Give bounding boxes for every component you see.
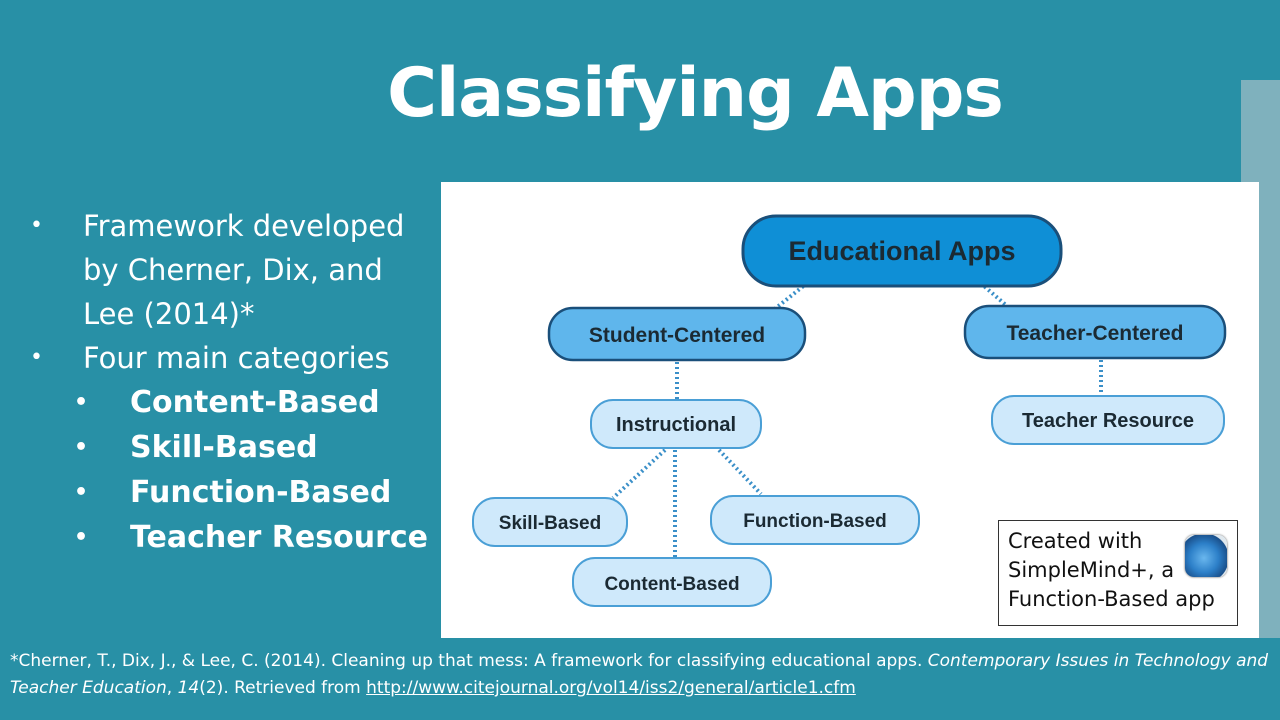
slide-title: Classifying Apps (387, 54, 1003, 133)
citation-volume: 14 (177, 678, 200, 698)
category-skill-based (30, 425, 440, 470)
citation-separator: , (166, 678, 178, 698)
node-label-instructional: Instructional (615, 414, 737, 436)
credit-line-1: Created with (1008, 529, 1143, 553)
bullet-list (30, 204, 440, 560)
node-label-teacher-resource: Teacher Resource (1022, 410, 1194, 432)
bullet-dot: • (30, 345, 43, 370)
simplemind-credit-box (998, 520, 1238, 626)
category-teacher-resource (30, 515, 440, 560)
category-function-based (30, 470, 440, 515)
node-label-student: Student-Centered (588, 324, 766, 347)
node-label-root: Educational Apps (788, 236, 1016, 266)
node-label-skill: Skill-Based (498, 513, 602, 534)
bullet-framework (30, 204, 440, 336)
category-text: Function-Based (130, 475, 392, 510)
bullet-dot: • (74, 480, 89, 505)
connector-instructional-skill (613, 450, 665, 498)
node-label-function: Function-Based (743, 511, 887, 532)
category-text: Skill-Based (130, 430, 318, 465)
credit-line-2: SimpleMind+, a (1008, 558, 1175, 582)
citation-url-link[interactable]: http://www.citejournal.org/vol14/iss2/general/article1.cfm (366, 678, 856, 698)
node-label-content: Content-Based (604, 574, 740, 595)
bullet-four-categories (30, 336, 440, 380)
connector-instructional-function (719, 450, 761, 494)
category-text: Content-Based (130, 385, 380, 420)
bullet-text: Four main categories (83, 341, 390, 375)
simplemind-app-icon (1185, 535, 1227, 577)
citation-issue: (2). Retrieved from (199, 678, 367, 698)
bullet-dot: • (74, 435, 89, 460)
bullet-text: Framework developed by Cherner, Dix, and Lee (2014)* (83, 209, 405, 331)
citation-authors: *Cherner, T., Dix, J., & Lee, C. (2014). Cleaning up that mess: A framework for classifying educational apps. (10, 651, 928, 671)
category-text: Teacher Resource (130, 520, 428, 555)
credit-line-3: Function-Based app (1008, 587, 1215, 611)
bullet-dot: • (74, 525, 89, 550)
citation-journal: Contemporary Issues in Technology and Teacher Education (10, 651, 1269, 698)
citation-footnote (10, 648, 1272, 702)
bullet-dot: • (74, 390, 89, 415)
bullet-dot: • (30, 213, 43, 238)
node-label-teacher: Teacher-Centered (1006, 322, 1184, 345)
category-content-based (30, 380, 440, 425)
